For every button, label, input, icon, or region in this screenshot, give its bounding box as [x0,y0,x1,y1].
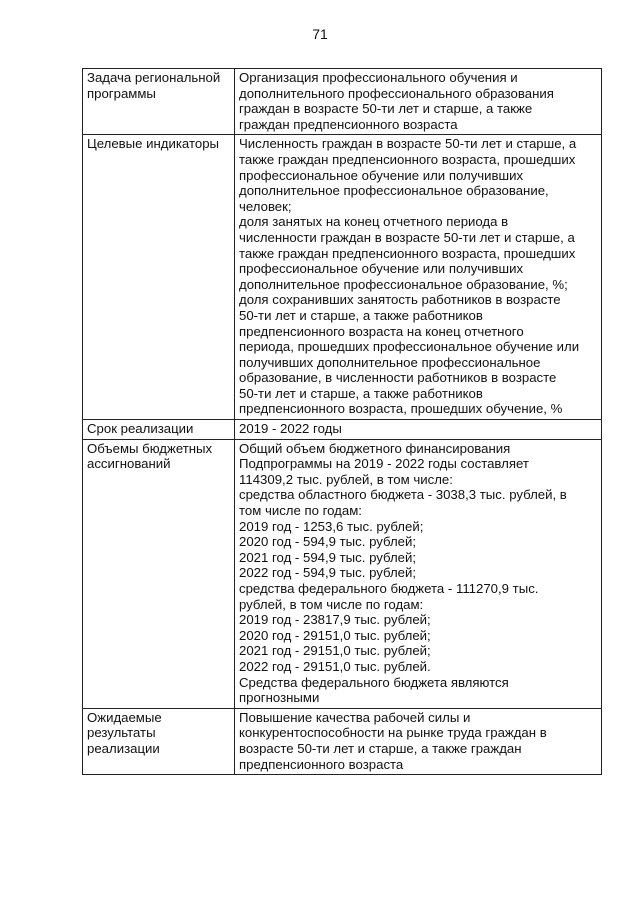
row-value-line: граждан в возрасте 50-ти лет и старше, а также [239,101,533,117]
row-value-line: средства областного бюджета - 3038,3 тыс. рублей, в [239,487,567,503]
table-row [83,420,602,440]
row-value-line: также граждан предпенсионного возраста, прошедших [239,151,576,167]
row-label-cell [83,135,235,420]
row-value-line: человек; [239,198,292,214]
row-value-line: периода, прошедших профессиональное обучение или [239,339,580,355]
table-row [83,135,602,420]
row-value-line: 50-ти лет и старше, а также работников [239,307,483,323]
row-label-line: Срок реализации [87,421,194,437]
row-value-line: дополнительное профессиональное образование, [239,183,549,199]
row-value-line: Средства федерального бюджета являются [239,674,509,690]
row-value-cell [235,439,602,708]
row-value-line: получивших дополнительное профессиональное [239,354,541,370]
row-value-line: возрасте 50-ти лет и старше, а также граждан [239,740,522,756]
row-value-line: предпенсионного возраста, прошедших обучение, % [239,401,563,417]
row-value-line: средства федерального бюджета - 111270,9 тыс. [239,581,539,596]
row-value-cell [235,708,602,774]
row-value-line: 2022 год - 594,9 тыс. рублей; [239,565,417,581]
row-value-line: Общий объем бюджетного финансирования [239,440,511,456]
row-label-cell [83,420,235,440]
row-label-cell [83,69,235,135]
row-value-cell [235,69,602,135]
page-number: 71 [312,26,328,42]
row-value-cell [235,420,602,440]
row-value-line: Организация профессионального обучения и [239,70,518,85]
row-value-line: доля занятых на конец отчетного периода в [239,214,509,230]
row-value-line: образование, в численности работников в возрасте [239,370,557,386]
row-label-line: реализации [87,740,160,756]
row-value-line: 2020 год - 29151,0 тыс. рублей; [239,627,431,643]
row-label-line: результаты [87,725,156,741]
row-value-line: профессиональное обучение или получивших [239,261,524,277]
row-label-line: Объемы бюджетных [87,440,213,456]
row-value-line: Численность граждан в возрасте 50-ти лет и старше, а [239,136,577,152]
table-row [83,69,602,135]
row-label-line: Задача региональной [87,70,221,85]
row-label-cell [83,708,235,774]
row-value-line: 114309,2 тыс. рублей, в том числе: [239,471,453,487]
row-value-line: 2021 год - 594,9 тыс. рублей; [239,549,417,565]
row-value-line: дополнительного профессионального образования [239,85,554,101]
row-value-line: дополнительное профессиональное образование, %; [239,276,568,292]
row-value-line: рублей, в том числе по годам: [239,596,424,612]
row-value-line: Повышение качества рабочей силы и [239,709,471,725]
row-value-line: профессиональное обучение или получивших [239,167,524,183]
row-label-line: ассигнований [87,456,171,472]
row-value-line: конкурентоспособности на рынке труда граждан в [239,725,547,741]
row-value-line: 50-ти лет и старше, а также работников [239,385,483,401]
row-value-line: 2019 - 2022 годы [239,421,342,437]
row-label-line: программы [87,85,156,101]
row-label-cell [83,439,235,708]
row-value-line: доля сохранивших занятость работников в возрасте [239,292,561,308]
row-value-line: также граждан предпенсионного возраста, прошедших [239,245,576,261]
row-value-line: том числе по годам: [239,503,362,519]
table-row [83,439,602,708]
table-body [83,69,602,775]
row-value-line: 2022 год - 29151,0 тыс. рублей. [239,658,431,674]
row-value-line: прогнозными [239,690,320,706]
row-value-cell [235,135,602,420]
row-value-line: численности граждан в возрасте 50-ти лет и старше, а [239,229,575,245]
row-value-line: 2021 год - 29151,0 тыс. рублей; [239,643,431,659]
row-label-line: Ожидаемые [87,709,162,725]
row-value-line: Подпрограммы на 2019 - 2022 годы составляет [239,456,529,472]
program-passport-table [82,68,602,775]
row-value-line: предпенсионного возраста [239,756,404,772]
row-value-line: 2020 год - 594,9 тыс. рублей; [239,534,417,550]
row-value-line: 2019 год - 23817,9 тыс. рублей; [239,612,431,628]
row-value-line: граждан предпенсионного возраста [239,116,458,132]
row-label-line: Целевые индикаторы [87,136,220,152]
table-row [83,708,602,774]
row-value-line: 2019 год - 1253,6 тыс. рублей; [239,518,424,534]
row-value-line: предпенсионного возраста на конец отчетного [239,323,524,339]
